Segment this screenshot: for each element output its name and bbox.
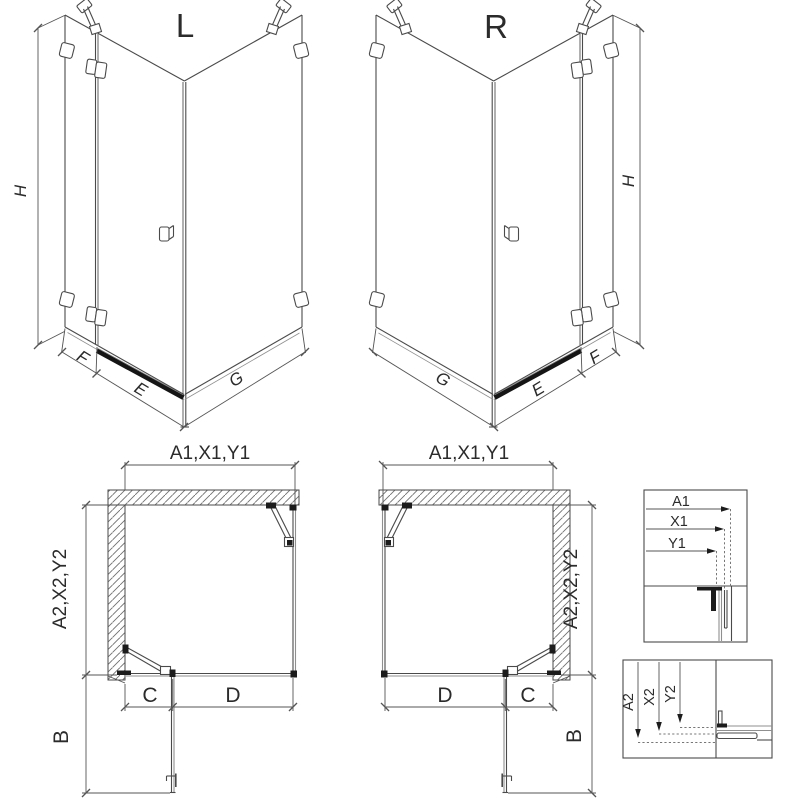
dim-label-c-left: C <box>142 684 158 707</box>
detail-box-top <box>644 490 747 642</box>
plan-depth-label-left: A2,X2,Y2 <box>50 548 71 630</box>
dim-label-c-right: C <box>520 684 536 707</box>
plan-view-left <box>82 461 299 797</box>
dim-label-b-right: B <box>563 728 586 744</box>
detail-label-x1: X1 <box>670 514 688 530</box>
plan-depth-label-right: A2,X2,Y2 <box>561 548 582 630</box>
detail-label-x2: X2 <box>642 688 658 706</box>
dim-label-d-left: D <box>225 684 241 707</box>
dim-label-f-left: F <box>73 346 93 369</box>
dim-label-f-right: F <box>585 346 605 369</box>
detail-label-y2: Y2 <box>663 685 679 703</box>
dim-label-b-left: B <box>50 729 73 745</box>
dim-label-g-left: G <box>225 367 247 391</box>
view-title-right: R <box>484 8 508 45</box>
iso-view-right <box>369 0 644 431</box>
dim-label-d-right: D <box>437 684 453 707</box>
detail-label-a1: A1 <box>672 494 690 510</box>
detail-box-bottom <box>623 660 772 758</box>
dim-label-e-right: E <box>528 378 548 401</box>
dim-label-h-right: H <box>619 174 638 188</box>
detail-label-y1: Y1 <box>668 536 686 552</box>
dim-label-g-right: G <box>432 367 454 391</box>
plan-width-label-left: A1,X1,Y1 <box>169 443 251 464</box>
dim-label-e-left: E <box>131 378 151 401</box>
plan-width-label-right: A1,X1,Y1 <box>428 443 510 464</box>
iso-view-left <box>34 0 309 431</box>
wall-left-hatched <box>108 505 125 680</box>
view-title-left: L <box>175 7 195 44</box>
detail-label-a2: A2 <box>621 693 637 711</box>
dim-label-h-left: H <box>11 184 30 198</box>
